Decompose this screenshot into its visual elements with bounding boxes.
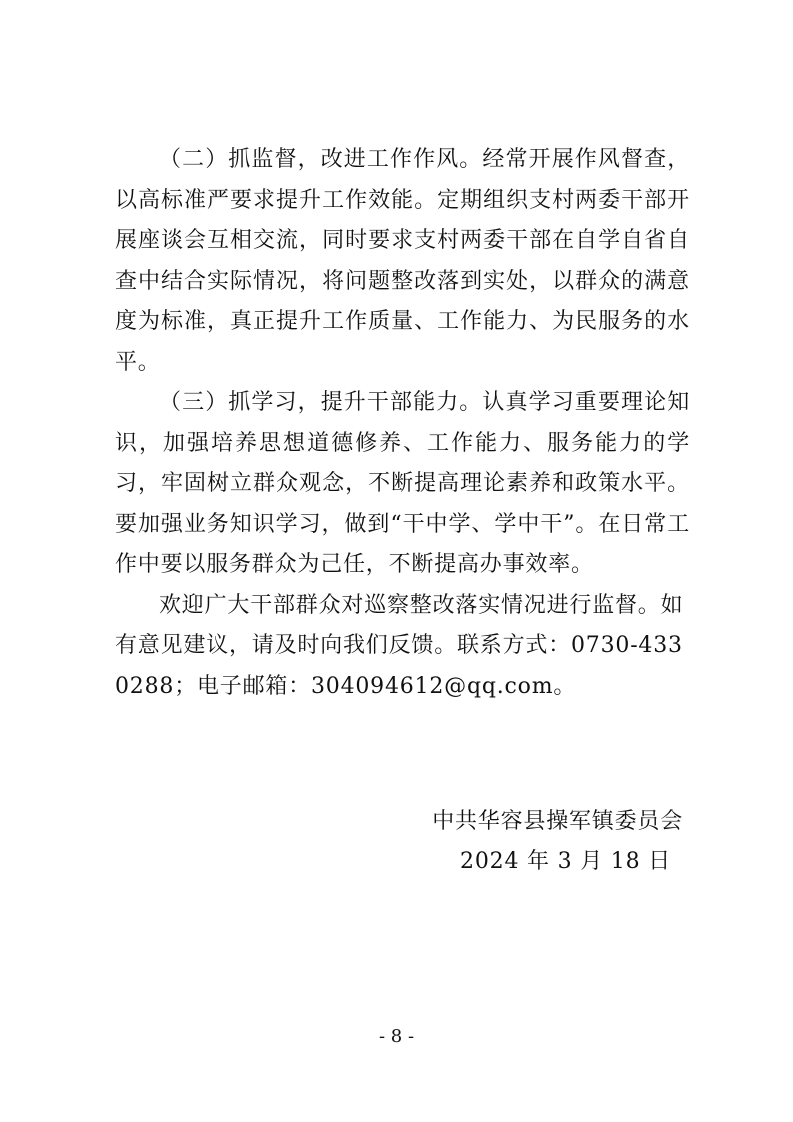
signature-block <box>432 802 683 882</box>
signature-date: 2024 年 3 月 18 日 <box>460 849 671 874</box>
paragraph-contact: 欢迎广大干部群众对巡察整改落实情况进行监督。如有意见建议，请及时向我们反馈。联系方式：0730-4330288；电子邮箱：304094612@qq.com。 <box>115 592 684 699</box>
signature-organization: 中共华容县操军镇委员会 <box>432 809 683 834</box>
document-body <box>115 140 690 707</box>
page-number: - 8 - <box>378 1026 415 1047</box>
paragraph-study: （三）抓学习，提升干部能力。认真学习重要理论知识，加强培养思想道德修养、工作能力、服务能力的学习，牢固树立群众观念，不断提高理论素养和政策水平。要加强业务知识学习，做到“干中学、学中干”。在日常工作中要以服务群众为己任，不断提高办事效率。 <box>115 390 690 577</box>
paragraph-supervision: （二）抓监督，改进工作作风。经常开展作风督查，以高标准严要求提升工作效能。定期组织支村两委干部开展座谈会互相交流，同时要求支村两委干部在自学自省自查中结合实际情况，将问题整改落到实处，以群众的满意度为标准，真正提升工作质量、工作能力、为民服务的水平。 <box>115 147 690 375</box>
